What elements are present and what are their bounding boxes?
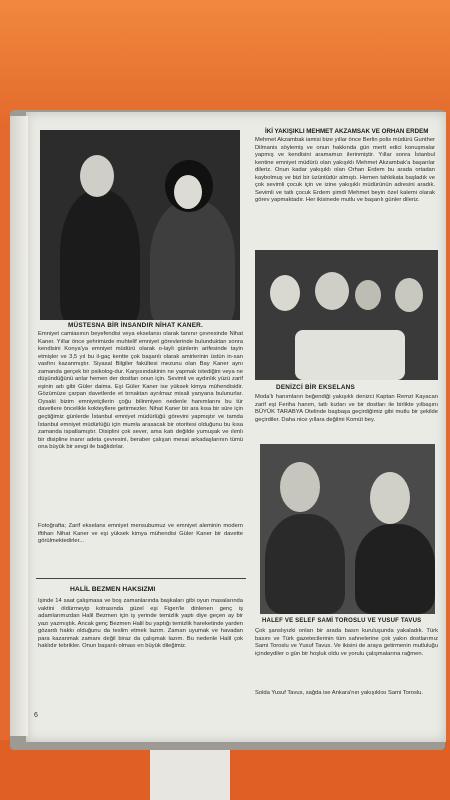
halil-article-body: İşinde 14 saat çalışmasa ve boş zamanlarında başkaları gibi oyun masalarında vaktini öldürmeyip kotrasında güzel eşi Figen'le dinlenen genç iş adamlarımızdan Halil Bezmen için iş yerinde temizlik yaptı diye geçen ay bir yazı yazmıştık. Ancak genç Bezmen Halil bu yaptığı temizlik hareketinde yarden gözardı hakkı olduğunu da teslim etmek lazım. Zaman uyumak ve havadan para kazanmak zamanı değil biraz da çalışmak lazım. Bu nedenle Halil çok haklıdır tebrikler. Onun başarılı olması en büyük dileğimiz. [38,598,243,650]
left-caption: MÜSTESNA BİR İNSANDIR NİHAT KANER. [68,322,203,329]
photo-halef-selef [260,444,435,614]
guest-1 [270,275,300,311]
halef-article-body: Çok şanslıyızki onları bir arada basın kuruluşunda yakaladık. Türk basını ve Türk gazetecilerinin tüm sahnelerine çok yakın dostlarımız Sami Toroslu ve Yusuf Tavus. Ve ikisini de araya getirmenin mutluluğu içindeydiler o gün bir hoşluk oldu ve yorulu çalışmalarına rağmen. [255,628,438,657]
paper-scrap [150,742,230,800]
page-number: 6 [34,712,38,719]
page-spine [10,116,28,736]
right-top-article-body: Mehmet Akzambak iamisi bize yıllar önce Berlin polis müdürü Gunther Dilmanis söylemiş ve onun hakkında gün mertt edici konuşmalar yapmış ve kendisini aramamızı ilerinmiştir. Yıllar sonra İstanbul kentine emniyet müdürü olan yakışıklı Mehmet Akzambak'a başarılar dileriz. Onun kadar yakışıklı olan Orhan Erdem bu arada ortadan kaybolmuş ve bizi bir üzüntüdür almıştı. Hemen tahkikata başladık ve çok sevimli çocuk için ve izine yakışıklı müdürünün adresini aradık. Sevimli ve tatlı çocuk Erdem şimdi Mehmet beyin özel kalemi olarak görev yapmaktadır. Her ikisinede mutlu ve başarılı günler dileriz. [255,137,435,204]
photo-nihat-kaner [40,130,240,320]
figure-right-man-head [370,472,410,524]
left-article-body: Emniyet camiasının beyefendisi veya ekselansı olarak tanınır çevresinde Nihat Kaner. Yıllar önce şehrimizde muhtelif emniyet görevlerinde bulunduktan sonra kendisini Konya'ya emniyet müdürü olarak o-layli günlerin arifesinde tayin etmişler ve 3,5 yıl bu il-gaç kentte çok başarılı olarak amirlerinin üstün in-san vasfını kazanmıştır. Siyasal Bilgiler fakültesi mezunu olan Bay Kaner aynı zamanda gerçek bir psikolog-dur. Karşısındakinin ne yapmak istediğini veya ne düşündüğünü anlar hemen der dostları onun için. Sevimli ve aydınlık yüzü zarif eşinin adı gibi Güler daima. Eşi Güler Kaner ise yüksek kimya mühendisidir. Gözümüze çarpan davetlerde et tırnaktan ayrılmaz misali yanyana bulunurlar. Oysaki bizim emniyetçilerin çoğu bilinmiyen nedenle hanımlarını bu tür davetlere öncelikle kokteyllere getirmezler. Nihat Kaner bir ara kısa bir süre için geçtiğimiz günlerde İstanbul emniyet müdürlüğü görevini yapmıştır ve tamda İstanbul emniyet müdürlüğü için mumla arasacak bir otoritesi olduğunu bu kısa zamanda ispatlamıştır. Disiplini çok sever, ama katı değilde yumuşak ve ılımlı bir disipline inanır adeta çevresini, beraber çalışan mesai arkadaşlarının tümü ona büyük bir sevgi ile bağlıdırlar. [38,331,243,451]
halef-caption: HALEF VE SELEF SAMİ TOROSLU VE YUSUF TAVUS [262,618,422,624]
dinner-table [295,330,405,380]
figure-man [60,190,140,320]
figure-right-man [355,524,435,614]
background-top [0,0,450,125]
figure-left-man-head [280,462,320,512]
right-top-headline: İKİ YAKIŞIKLI MEHMET AKZAMSAK VE ORHAN ERDEM [265,128,429,135]
guest-4 [395,278,423,312]
halef-photo-note: Solda Yusuf Tavus, sağda ise Ankara'nın yakışıklısı Sami Toroslu. [255,690,424,696]
figure-left-man [265,514,345,614]
guest-2 [315,272,349,310]
left-photo-caption: Fotoğrafta; Zarif ekselans emniyet mensubumuz ve emniyet aleminin modern iftiharı Nihat Kaner ve eşi yüksek kimya mühendisi Güler Kaner bir davette görülmektedirler... [38,523,243,545]
denizci-caption: DENİZCİ BİR EKSELANS [276,384,355,391]
divider-rule [36,578,246,579]
denizci-article-body: Moda'lı hanımların beğendiği yakışıklı denizci Kaptan Remzi Kayacan zarif eşi Feriha hanım, tatlı kızları ve bir dostları ile birlikte yılbaşını BÜYÜK TARABYA Otelinde başbaşa geçirdiğimiz gibi mutlu bir şekilde geçirdiler. Daha nice yıllara değilmi Komüt bey. [255,394,438,423]
figure-woman-face [174,175,202,209]
halil-headline: HALİL BEZMEN HAKSIZMI [70,586,156,593]
figure-man-head [80,155,114,197]
photo-denizci-dinner [255,250,438,380]
guest-3 [355,280,381,310]
figure-woman [150,200,235,320]
